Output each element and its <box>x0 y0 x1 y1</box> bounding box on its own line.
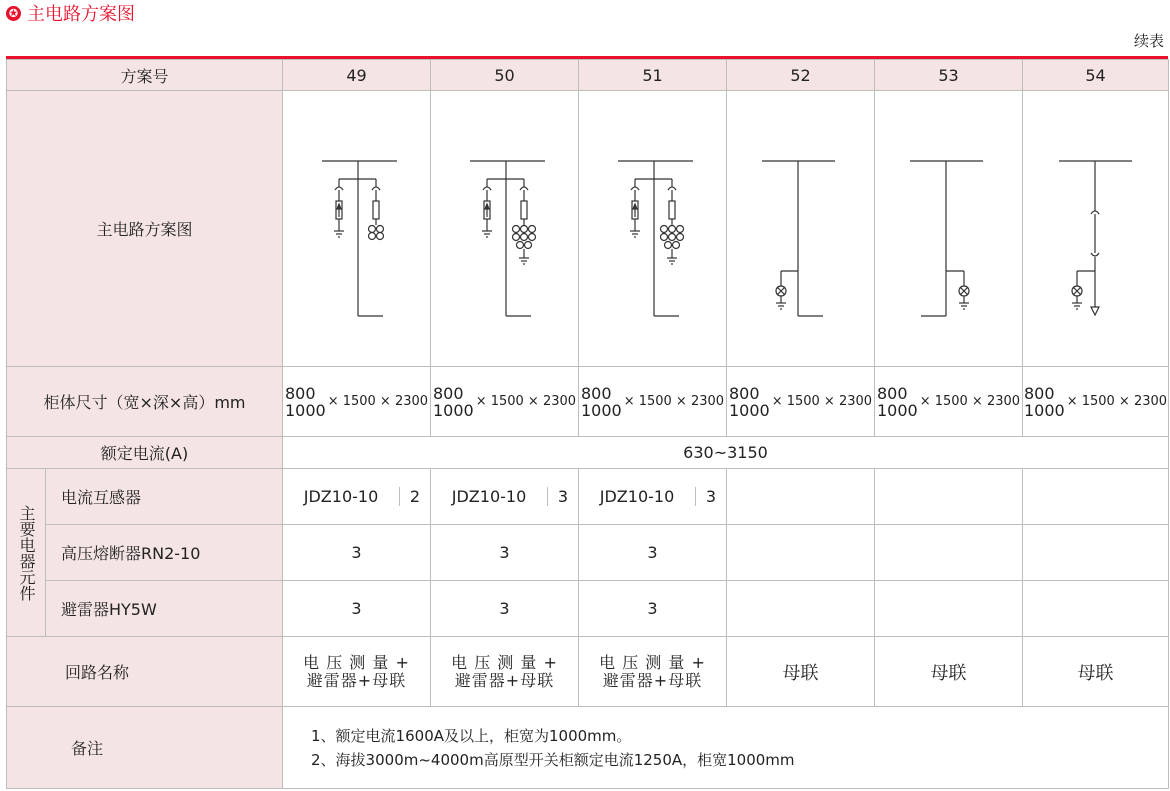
scheme-number-label: 方案号 <box>7 60 283 91</box>
depth-height: × 1500 × 2300 <box>327 394 429 409</box>
width-option: 1000 <box>284 400 326 420</box>
ct-model: JDZ10-10 <box>451 487 527 506</box>
rated-current-label: 额定电流(A) <box>7 437 283 469</box>
diagram-row <box>7 91 1169 367</box>
loop-name-line: 电 压 测 量 + <box>451 652 558 672</box>
empty-cell <box>1023 469 1169 525</box>
rated-current-value: 630~3150 <box>283 437 1169 469</box>
loop-name-line: 电 压 测 量 + <box>303 652 410 672</box>
dimensions-row <box>7 367 1169 437</box>
scheme-number: 53 <box>875 60 1023 91</box>
scheme-number: 49 <box>283 60 431 91</box>
section-header <box>6 0 135 26</box>
depth-height: × 1500 × 2300 <box>1066 394 1168 409</box>
empty-cell <box>1023 525 1169 581</box>
ct-model: JDZ10-10 <box>599 487 675 506</box>
circuit-diagram-54 <box>1023 91 1169 367</box>
ct-cell <box>283 469 431 525</box>
ct-row <box>7 469 1169 525</box>
width-option: 800 <box>728 383 760 403</box>
depth-height: × 1500 × 2300 <box>623 394 725 409</box>
main-components-group <box>7 469 46 637</box>
ct-model: JDZ10-10 <box>303 487 379 506</box>
depth-height: × 1500 × 2300 <box>771 394 873 409</box>
loop-name-cell: 母联 <box>875 637 1023 707</box>
arrester-qty: 3 <box>283 581 431 637</box>
scheme-number: 51 <box>579 60 727 91</box>
remarks-cell <box>283 707 1169 789</box>
fuse-qty: 3 <box>283 525 431 581</box>
ct-label: 电流互感器 <box>46 469 283 525</box>
width-option: 800 <box>1023 383 1055 403</box>
dimensions-cell <box>283 367 431 437</box>
loop-name-line: 电 压 测 量 + <box>599 652 706 672</box>
circuit-diagram-icon <box>1023 91 1169 366</box>
fuse-row <box>7 525 1169 581</box>
empty-cell <box>875 469 1023 525</box>
arrester-qty: 3 <box>579 581 727 637</box>
empty-cell <box>727 525 875 581</box>
loop-name-cell <box>283 637 431 707</box>
ct-cell <box>579 469 727 525</box>
diagram-label: 主电路方案图 <box>7 91 283 367</box>
fuse-qty: 3 <box>431 525 579 581</box>
loop-name-line: 避雷器+母联 <box>602 670 703 690</box>
rated-current-row <box>7 437 1169 469</box>
continued-label: 续表 <box>1133 32 1164 50</box>
loop-name-cell: 母联 <box>1023 637 1169 707</box>
circuit-diagram-53 <box>875 91 1023 367</box>
circuit-diagram-icon <box>432 91 578 366</box>
width-option: 1000 <box>728 400 770 420</box>
depth-height: × 1500 × 2300 <box>919 394 1021 409</box>
circuit-diagram-50 <box>431 91 579 367</box>
arrester-qty: 3 <box>431 581 579 637</box>
remarks-row <box>7 707 1169 789</box>
loop-name-line: 避雷器+母联 <box>306 670 407 690</box>
ct-cell <box>431 469 579 525</box>
circuit-diagram-icon <box>580 91 726 366</box>
empty-cell <box>727 469 875 525</box>
depth-height: × 1500 × 2300 <box>475 394 577 409</box>
width-option: 800 <box>284 383 316 403</box>
width-option: 1000 <box>876 400 918 420</box>
empty-cell <box>727 581 875 637</box>
main-components-label: 主要电器元件 <box>17 504 36 601</box>
circuit-diagram-icon <box>284 91 430 366</box>
circuit-diagram-icon <box>728 91 874 366</box>
dimensions-cell <box>431 367 579 437</box>
dimensions-cell <box>875 367 1023 437</box>
width-option: 800 <box>432 383 464 403</box>
scheme-number-row <box>7 60 1169 91</box>
circuit-diagram-icon <box>876 91 1022 366</box>
circuit-diagram-52 <box>727 91 875 367</box>
dimensions-label: 柜体尺寸（宽×深×高）mm <box>7 367 283 437</box>
remark-line: 2、海拔3000m~4000m高原型开关柜额定电流1250A，柜宽1000mm <box>311 750 795 769</box>
loop-name-cell: 母联 <box>727 637 875 707</box>
dimensions-cell <box>727 367 875 437</box>
fuse-qty: 3 <box>579 525 727 581</box>
loop-name-cell <box>431 637 579 707</box>
remark-line: 1、额定电流1600A及以上，柜宽为1000mm。 <box>311 726 632 745</box>
width-option: 800 <box>876 383 908 403</box>
circuit-diagram-49 <box>283 91 431 367</box>
loop-name-row <box>7 637 1169 707</box>
circuit-diagram-51 <box>579 91 727 367</box>
loop-name-label: 回路名称 <box>7 637 283 707</box>
star-icon: ✪ <box>6 6 21 21</box>
scheme-table <box>6 59 1169 789</box>
width-option: 1000 <box>1023 400 1065 420</box>
dimensions-cell <box>1023 367 1169 437</box>
width-option: 1000 <box>580 400 622 420</box>
section-title: 主电路方案图 <box>27 4 135 25</box>
width-option: 1000 <box>432 400 474 420</box>
scheme-number: 52 <box>727 60 875 91</box>
ct-qty: 2 <box>409 487 421 506</box>
ct-qty: 3 <box>557 487 569 506</box>
empty-cell <box>875 581 1023 637</box>
arrester-row <box>7 581 1169 637</box>
loop-name-cell <box>579 637 727 707</box>
dimensions-cell <box>579 367 727 437</box>
remarks-label: 备注 <box>7 707 283 789</box>
fuse-label: 高压熔断器RN2-10 <box>46 525 283 581</box>
loop-name-line: 避雷器+母联 <box>454 670 555 690</box>
scheme-number: 54 <box>1023 60 1169 91</box>
arrester-label: 避雷器HY5W <box>46 581 283 637</box>
empty-cell <box>875 525 1023 581</box>
empty-cell <box>1023 581 1169 637</box>
ct-qty: 3 <box>705 487 717 506</box>
scheme-number: 50 <box>431 60 579 91</box>
width-option: 800 <box>580 383 612 403</box>
